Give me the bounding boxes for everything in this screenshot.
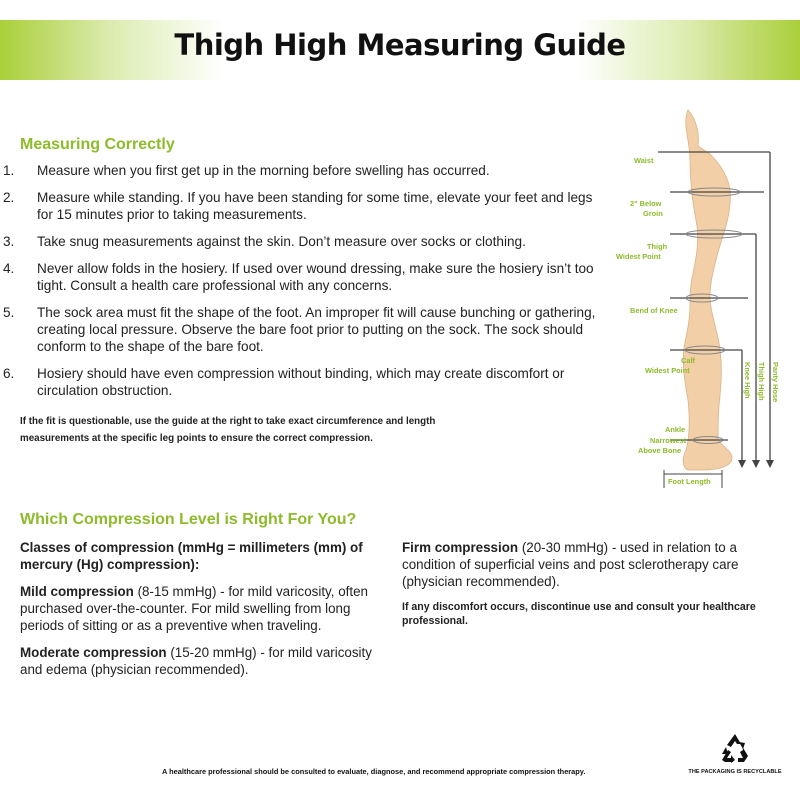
- fit-note: If the fit is questionable, use the guide at the right to take exact circumference and length measurements at the specific leg points to ensure the correct compression.: [20, 416, 436, 444]
- page-title: Thigh High Measuring Guide: [174, 28, 626, 62]
- measuring-steps: [3, 162, 610, 409]
- step-item: [3, 260, 610, 294]
- recycle-label: THE PACKAGING IS RECYCLABLE: [688, 769, 782, 775]
- classes-intro: [20, 539, 380, 573]
- below-groin-label: 2" Below: [630, 199, 662, 208]
- leg-measurement-diagram: [610, 100, 800, 500]
- step-number: 3.: [3, 234, 15, 249]
- thigh-label: Thigh: [647, 242, 668, 251]
- panty-hose-arrowhead: [766, 460, 774, 468]
- step-number: 2.: [3, 190, 15, 205]
- foot-length-label: Foot Length: [668, 477, 711, 486]
- moderate-compression: [20, 644, 380, 678]
- thigh-high-arrowhead: [752, 460, 760, 468]
- moderate-text: (15-20 mmHg) - for mild varicosity and edema (physician recommended).: [20, 645, 372, 677]
- step-item: [3, 233, 610, 250]
- ankle-label: Ankle: [665, 425, 686, 434]
- mild-label: Mild compression: [20, 584, 134, 599]
- recycle-block: [680, 733, 790, 775]
- knee-high-arrowhead: [738, 460, 746, 468]
- step-text: Hosiery should have even compression without binding, which may create discomfort or circulation obstruction.: [37, 366, 565, 398]
- calf-label-2: Widest Point: [645, 366, 690, 375]
- step-text: Measure while standing. If you have been standing for some time, elevate your feet and legs for 15 minutes prior to taking measurements.: [37, 190, 593, 222]
- step-item: [3, 304, 610, 355]
- thigh-high-label: Thigh High: [757, 362, 766, 401]
- thigh-label-2: Widest Point: [616, 252, 661, 261]
- panty-hose-label: Panty Hose: [771, 362, 780, 403]
- below-groin-label-2: Groin: [643, 209, 663, 218]
- compression-right-column: [402, 539, 777, 628]
- step-item: [3, 162, 610, 179]
- knee-high-label: Knee High: [743, 362, 752, 399]
- step-text: Measure when you first get up in the morning before swelling has occurred.: [37, 163, 490, 178]
- compression-heading: Which Compression Level is Right For You?: [20, 511, 357, 528]
- leg-silhouette: [683, 110, 732, 470]
- ankle-label-2: Narrowest: [650, 436, 687, 445]
- step-item: [3, 365, 610, 399]
- firm-text: (20-30 mmHg) - used in relation to a condition of superficial veins and post sclerotherapy care (physician recommended).: [402, 540, 739, 589]
- step-number: 4.: [3, 261, 15, 276]
- discomfort-warning: If any discomfort occurs, discontinue use and consult your healthcare professional.: [402, 601, 756, 627]
- mild-compression: [20, 583, 380, 634]
- moderate-label: Moderate compression: [20, 645, 167, 660]
- measuring-heading: Measuring Correctly: [20, 136, 175, 153]
- recycle-icon: [719, 733, 751, 763]
- step-text: Never allow folds in the hosiery. If used over wound dressing, make sure the hosiery isn’t too tight. Consult a health care professional with any concerns.: [37, 261, 594, 293]
- step-text: Take snug measurements against the skin. Don’t measure over socks or clothing.: [37, 234, 526, 249]
- step-number: 6.: [3, 366, 15, 381]
- calf-label: Calf: [681, 356, 695, 365]
- ankle-label-3: Above Bone: [638, 446, 682, 455]
- waist-label: Waist: [634, 156, 654, 165]
- step-number: 1.: [3, 163, 15, 178]
- firm-label: Firm compression: [402, 540, 519, 555]
- firm-compression: [402, 539, 777, 590]
- step-number: 5.: [3, 305, 15, 320]
- footer-disclaimer: A healthcare professional should be consulted to evaluate, diagnose, and recommend appropriate compression therapy.: [162, 767, 586, 776]
- compression-left-column: [20, 539, 380, 688]
- classes-intro-text: Classes of compression (mmHg = millimeters (mm) of mercury (Hg) compression):: [20, 540, 363, 572]
- knee-label: Bend of Knee: [630, 306, 678, 315]
- step-item: [3, 189, 610, 223]
- step-text: The sock area must fit the shape of the foot. An improper fit will cause bunching or gathering, creating local pressure. Observe the bare foot prior to putting on the sock. The sock should conform to the shape of the bare foot.: [37, 305, 596, 354]
- mild-text: (8-15 mmHg) - for mild varicosity, often purchased over-the-counter. For mild swelling from long periods of sitting or as a preventive when traveling.: [20, 584, 368, 633]
